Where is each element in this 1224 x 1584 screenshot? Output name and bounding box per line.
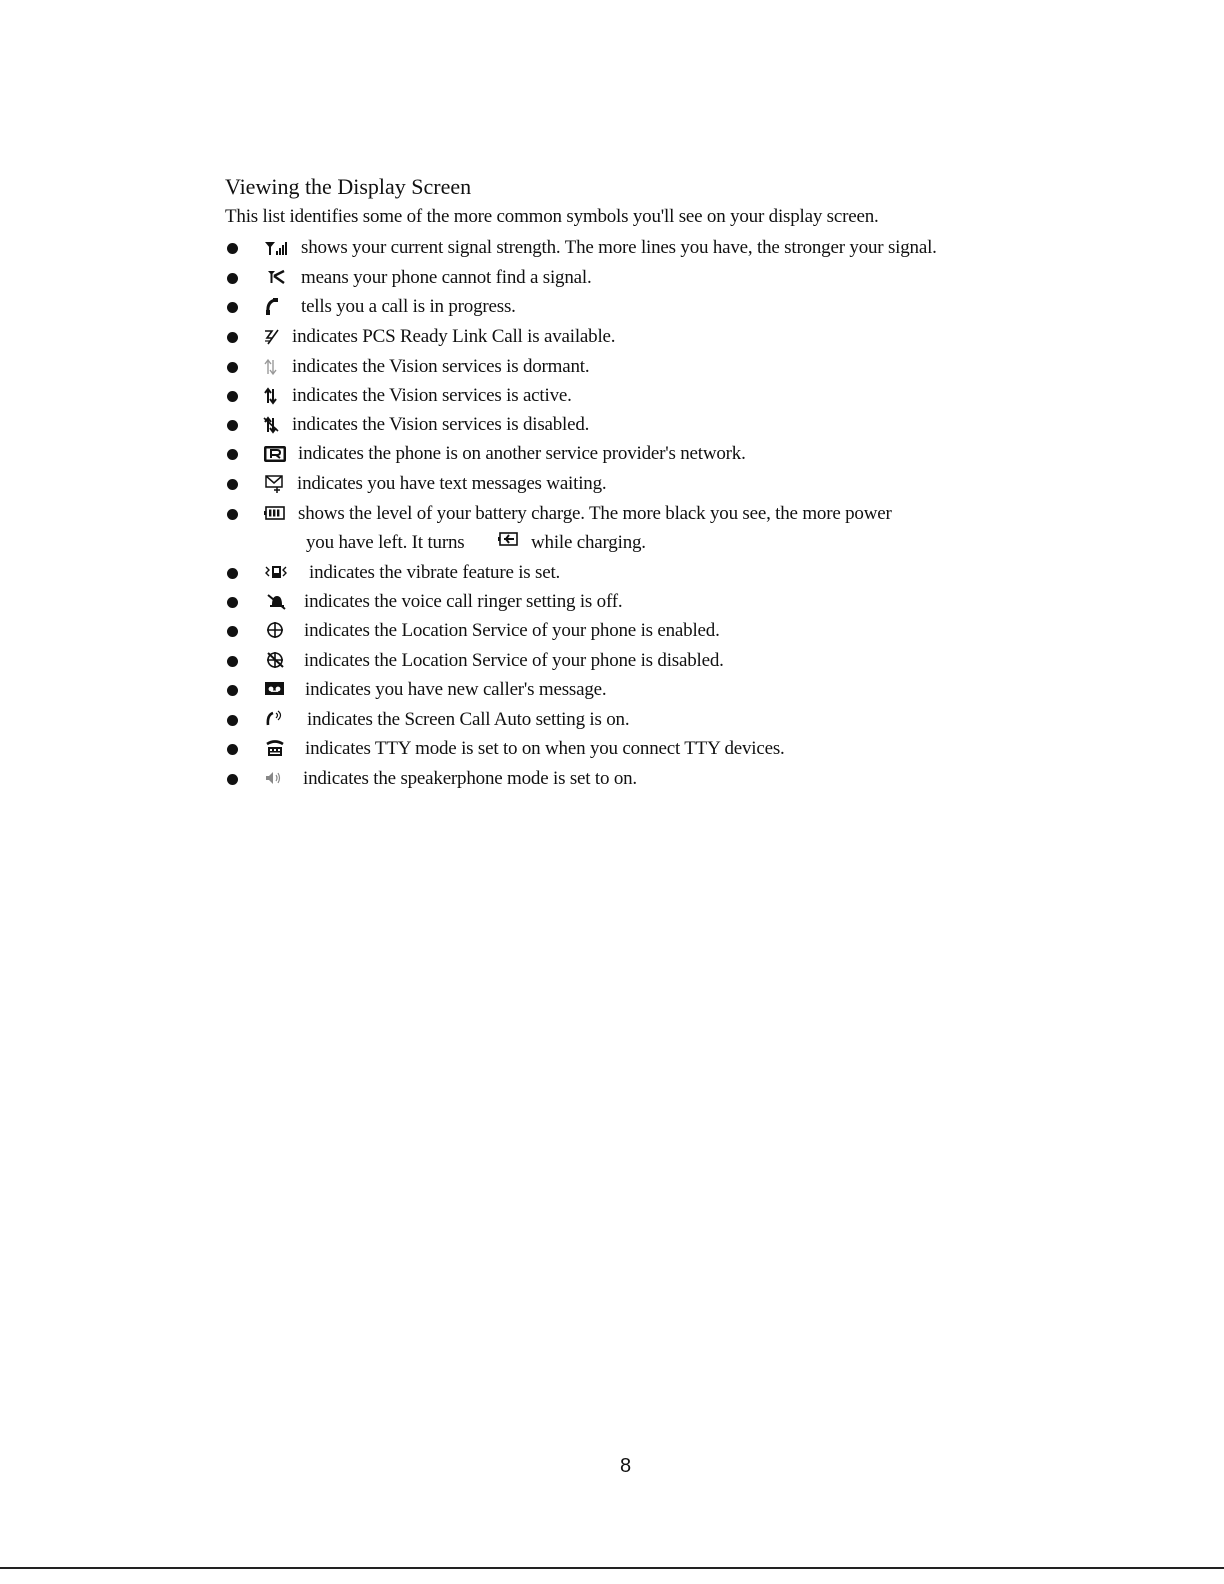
bullet — [227, 479, 238, 490]
screen-call-icon — [264, 709, 294, 731]
intro-text: This list identifies some of the more common symbols you'll see on your display screen. — [225, 206, 879, 227]
list-item — [0, 501, 1224, 529]
speakerphone-icon — [264, 768, 294, 790]
bullet — [227, 302, 238, 313]
list-item — [0, 354, 1224, 382]
roaming-icon — [263, 443, 293, 465]
bullet — [227, 332, 238, 343]
vision-active-icon — [262, 385, 292, 407]
list-item — [0, 618, 1224, 646]
location-on-icon — [264, 620, 294, 642]
battery-continuation-before: you have left. It turns — [306, 532, 465, 553]
battery-continuation-after: while charging. — [531, 532, 646, 553]
list-item — [0, 324, 1224, 352]
page-title: Viewing the Display Screen — [225, 174, 472, 199]
bullet — [227, 715, 238, 726]
item-text: indicates you have text messages waiting. — [297, 473, 607, 494]
callers-message-icon — [264, 679, 294, 701]
item-text: indicates the Screen Call Auto setting is on. — [307, 709, 630, 730]
list-item — [0, 560, 1224, 588]
bullet — [227, 509, 238, 520]
signal-strength-icon — [263, 237, 293, 259]
ringer-off-icon — [264, 591, 294, 613]
item-text: indicates the Location Service of your phone is enabled. — [304, 620, 720, 641]
bullet — [227, 449, 238, 460]
bullet — [227, 273, 238, 284]
bullet — [227, 656, 238, 667]
bullet — [227, 362, 238, 373]
bullet — [227, 685, 238, 696]
list-item — [0, 235, 1224, 263]
list-item — [0, 383, 1224, 411]
item-text: indicates the voice call ringer setting is off. — [304, 591, 623, 612]
vision-dormant-icon — [262, 356, 292, 378]
item-text: indicates TTY mode is set to on when you connect TTY devices. — [305, 738, 785, 759]
item-text: indicates you have new caller's message. — [305, 679, 607, 700]
item-text: shows the level of your battery charge. The more black you see, the more power — [298, 503, 892, 524]
list-item — [0, 441, 1224, 469]
item-text: indicates the speakerphone mode is set to on. — [303, 768, 637, 789]
bullet — [227, 744, 238, 755]
ready-link-icon — [262, 326, 292, 348]
list-item — [0, 766, 1224, 794]
item-text: indicates the Location Service of your phone is disabled. — [304, 650, 724, 671]
item-text: indicates PCS Ready Link Call is available. — [292, 326, 616, 347]
bullet — [227, 391, 238, 402]
bullet — [227, 420, 238, 431]
bullet — [227, 774, 238, 785]
call-in-progress-icon — [263, 296, 293, 318]
battery-icon — [264, 503, 294, 525]
no-signal-icon — [265, 267, 295, 289]
bullet — [227, 626, 238, 637]
item-text: indicates the Vision services is active. — [292, 385, 572, 406]
list-item — [0, 707, 1224, 735]
tty-icon — [264, 738, 294, 760]
item-text: indicates the Vision services is dormant. — [292, 356, 590, 377]
page-number: 8 — [620, 1455, 632, 1477]
item-text: indicates the Vision services is disabled. — [292, 414, 590, 435]
item-text: means your phone cannot find a signal. — [301, 267, 592, 288]
list-item — [0, 736, 1224, 764]
list-item — [0, 648, 1224, 676]
item-text: indicates the phone is on another service provider's network. — [298, 443, 746, 464]
list-item — [0, 294, 1224, 322]
list-item — [0, 471, 1224, 499]
list-item — [0, 677, 1224, 705]
item-text: shows your current signal strength. The more lines you have, the stronger your signal. — [301, 237, 937, 258]
bullet — [227, 243, 238, 254]
list-item — [0, 412, 1224, 440]
battery-charging-icon — [497, 530, 521, 550]
list-item — [0, 265, 1224, 293]
list-item — [0, 589, 1224, 617]
vision-disabled-icon — [262, 414, 292, 436]
bottom-rule — [0, 1567, 1224, 1569]
item-text: indicates the vibrate feature is set. — [309, 562, 561, 583]
item-text: tells you a call is in progress. — [301, 296, 516, 317]
bullet — [227, 568, 238, 579]
vibrate-icon — [264, 562, 294, 584]
text-message-icon — [264, 473, 294, 495]
location-off-icon — [264, 650, 294, 672]
bullet — [227, 597, 238, 608]
